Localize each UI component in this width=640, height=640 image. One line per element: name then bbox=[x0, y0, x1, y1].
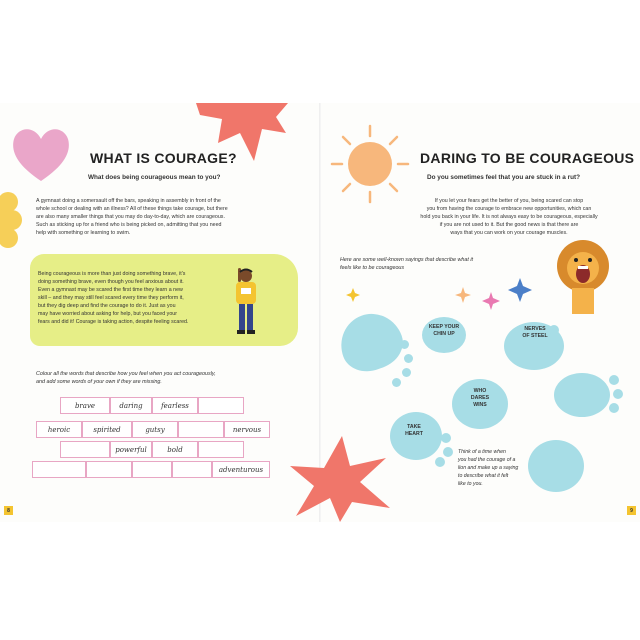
brick-empty[interactable] bbox=[198, 397, 244, 414]
brick-word[interactable]: gutsy bbox=[132, 421, 178, 438]
star-icon bbox=[482, 292, 500, 310]
brick-empty[interactable] bbox=[198, 441, 244, 458]
brick-word[interactable]: bold bbox=[152, 441, 198, 458]
brick-empty[interactable] bbox=[60, 441, 110, 458]
brick-empty[interactable] bbox=[132, 461, 172, 478]
saying-label-front: KEEP YOUR CHIN UP bbox=[428, 324, 460, 337]
star-icon bbox=[508, 278, 532, 302]
activity-instructions: Colour all the words that describe how you feel when you act courageously, and add some words of your own if they are missing. bbox=[36, 371, 216, 385]
page-subtitle-right: Do you sometimes feel that you are stuck in a rut? bbox=[427, 174, 581, 181]
footprint-plain bbox=[552, 370, 624, 420]
brick-word[interactable]: heroic bbox=[36, 421, 82, 438]
lion-illustration bbox=[554, 236, 612, 314]
flower-decoration-icon bbox=[0, 180, 22, 260]
brick-empty[interactable] bbox=[86, 461, 132, 478]
brick-empty[interactable] bbox=[32, 461, 86, 478]
sayings-intro: Here are some well-known sayings that describe what it feels like to be courageous bbox=[340, 257, 474, 271]
lion-saying-prompt: Think of a time when you had the courage of a lion and make up a saying to describe what it felt like to you. bbox=[458, 449, 519, 487]
brick-empty[interactable] bbox=[178, 421, 224, 438]
page-title-right: DARING TO BE COURAGEOUS bbox=[420, 150, 635, 166]
saying-label: TAKE HEART bbox=[405, 424, 423, 437]
page-subtitle: What does being courageous mean to you? bbox=[88, 174, 221, 181]
footprint-take-heart bbox=[388, 408, 460, 468]
brick-word[interactable]: nervous bbox=[224, 421, 270, 438]
brick-word[interactable]: adventurous bbox=[212, 461, 270, 478]
star-icon bbox=[346, 288, 360, 302]
sun-icon bbox=[330, 124, 410, 204]
courage-definition-paragraph: Being courageous is more than just doing something brave, it's doing something brave, even though you feel anxious about it. Even a gymnast may be scared the first time they learn a new skill – and they may still feel scared every time they perform it, but they dig deep and find the courage to do it. Just as you may have worried about asking for help, but you faced your fears and did it! Courage is taking action, despite feeling scared. bbox=[38, 271, 189, 325]
star-icon bbox=[455, 287, 471, 303]
brick-word[interactable]: brave bbox=[60, 397, 110, 414]
page-number-left: 8 bbox=[4, 506, 13, 515]
page-title: WHAT IS COURAGE? bbox=[90, 150, 237, 166]
brick-empty[interactable] bbox=[172, 461, 212, 478]
page-number-right: 9 bbox=[627, 506, 636, 515]
intro-paragraph: A gymnast doing a somersault off the bars, speaking in assembly in front of the whole school or dealing with an illness? All of these things take courage, but there are also many smaller things that you may do day-to-day, which are courageous. Such as sticking up for a friend who is being picked on, admitting that you need help with something or learning to swim. bbox=[36, 198, 228, 236]
intro-paragraph-right: If you let your fears get the better of you, being scared can stop you from having the courage to embrace new opportunities, which can hold you back in your life. It is not always easy to be courageous, especially if you are not used to it. But the good news is that there are ways that you can work on your courage muscles. bbox=[420, 198, 598, 236]
coral-starburst-icon bbox=[290, 436, 390, 522]
child-illustration bbox=[228, 266, 262, 336]
brick-word[interactable]: powerful bbox=[110, 441, 152, 458]
brick-word[interactable]: spirited bbox=[82, 421, 132, 438]
saying-label: WHO DARES WINS bbox=[470, 388, 490, 408]
heart-icon bbox=[10, 123, 72, 185]
brick-word[interactable]: daring bbox=[110, 397, 152, 414]
brick-word[interactable]: fearless bbox=[152, 397, 198, 414]
saying-label: NERVES OF STEEL bbox=[522, 326, 548, 339]
footprint-keep-your-chin-up bbox=[340, 310, 430, 390]
